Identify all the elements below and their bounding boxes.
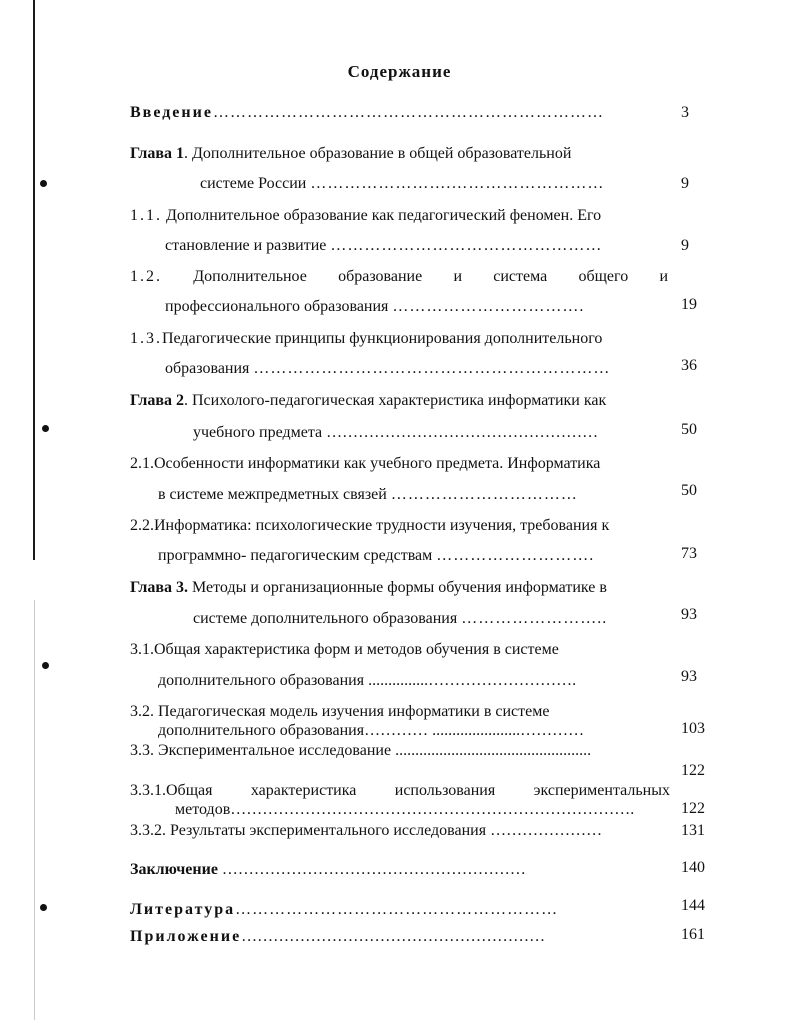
entry-number: 3.2. [130, 703, 154, 720]
leader-dots: ………………………. [436, 547, 595, 564]
toc-entry-1-1-cont [165, 237, 602, 255]
page-number: 103 [681, 720, 705, 737]
toc-entry-appendix [130, 928, 545, 946]
entry-text: Педагогическая модель изучения информатики в системе [154, 703, 550, 720]
toc-entry-1-2-cont [165, 298, 584, 316]
entry-text: . Дополнительное образование в общей образовательной [184, 145, 572, 162]
leader-dots: ………… ......................………… [364, 722, 585, 739]
entry-text: системе России [200, 175, 307, 192]
entry-text: Общая характеристика форм и методов обучения в системе [154, 641, 559, 658]
entry-number: 2.1. [130, 455, 154, 472]
page-number: 9 [681, 237, 689, 254]
entry-number: 1.2. [130, 268, 162, 285]
leader-dots: ………………………………………………… [241, 928, 546, 945]
leader-dots: …………………………………………………………… [212, 104, 604, 121]
page-number: 36 [681, 357, 697, 374]
toc-entry-chapter1-cont [200, 175, 604, 193]
page-number: 93 [681, 606, 697, 623]
entry-text: в системе межпредметных связей [158, 486, 387, 503]
entry-text: системе дополнительного образования [193, 610, 458, 627]
entry-number: 3.1. [130, 641, 154, 658]
toc-entry-2-2 [130, 517, 609, 535]
entry-word: Общая [166, 782, 213, 799]
entry-text: Экспериментальное исследование [154, 742, 392, 759]
entry-label: Глава 1 [130, 145, 184, 162]
toc-entry-3-2 [130, 703, 549, 721]
toc-entry-chapter2-cont [193, 424, 598, 442]
page-number: 122 [681, 800, 705, 817]
toc-entry-2-1-cont [158, 486, 578, 504]
entry-number: 1.3. [130, 330, 162, 347]
leader-dots: …………………….. [461, 610, 608, 627]
entry-word: и [659, 268, 668, 285]
toc-entry-chapter2 [130, 392, 606, 410]
entry-text: Методы и организационные формы обучения информатике в [188, 579, 607, 596]
entry-text: Дополнительное образование как педагогический феномен. Его [166, 207, 602, 224]
toc-entry-chapter3 [130, 579, 607, 597]
leader-dots: ………………………………………………… [235, 901, 559, 918]
page-number: 131 [681, 822, 705, 839]
page-number: 73 [681, 545, 697, 562]
toc-entry-3-3-2 [130, 822, 602, 840]
entry-text: Результаты экспериментального исследования [166, 822, 487, 839]
entry-number: 3.3. [130, 742, 154, 759]
leader-dots: ................................................. [395, 742, 592, 759]
entry-number: 1.1. [130, 207, 162, 224]
entry-label: Введение [130, 104, 213, 121]
page-title: Содержание [347, 62, 452, 81]
leader-dots: …………………………… [390, 486, 578, 503]
page-number: 122 [681, 762, 705, 779]
entry-text: . Психолого-педагогическая характеристика информатики как [184, 392, 607, 409]
entry-word: система [493, 268, 548, 285]
leader-dots: ……………………………. [392, 298, 585, 315]
page-number: 3 [681, 104, 689, 121]
toc-entry-1-3 [130, 330, 602, 348]
toc-entry-3-1-cont [158, 672, 576, 690]
page-number: 50 [681, 482, 697, 499]
leader-dots: ………………… [490, 822, 603, 839]
left-margin-line-faint [34, 600, 35, 1020]
entry-word: Дополнительное [193, 268, 307, 285]
toc-entry-chapter1 [130, 145, 571, 163]
toc-entry-intro [130, 104, 604, 122]
entry-word: общего [578, 268, 629, 285]
entry-text: Особенности информатики как учебного предмета. Информатика [154, 455, 601, 472]
entry-label: Приложение [130, 928, 242, 945]
margin-mark [42, 662, 49, 669]
page-number: 140 [681, 859, 705, 876]
entry-text: программно- педагогическим средствам [158, 547, 433, 564]
entry-text: Педагогические принципы функционирования дополнительного [162, 330, 603, 347]
toc-entry-2-2-cont [158, 547, 594, 565]
entry-number: 2.2. [130, 517, 154, 534]
entry-word: использования [394, 782, 496, 799]
entry-label: Глава 3. [130, 579, 188, 596]
toc-entry-3-3-1 [130, 782, 670, 800]
entry-number: 3.3.2. [130, 822, 166, 839]
entry-number: 3.3.1. [130, 782, 166, 799]
toc-entry-1-1 [130, 207, 601, 225]
entry-text: дополнительного образования [158, 722, 365, 739]
page-number: 9 [681, 175, 689, 192]
toc-entry-1-3-cont [165, 360, 610, 378]
entry-word: образование [338, 268, 423, 285]
toc-entry-3-2-cont [158, 722, 584, 740]
leader-dots: …………………………………………………………………. [230, 801, 635, 818]
entry-label: Глава 2 [130, 392, 184, 409]
page-number: 144 [681, 897, 705, 914]
entry-label: Заключение [130, 861, 218, 878]
margin-mark [42, 425, 49, 432]
entry-text: дополнительного образования [158, 672, 365, 689]
toc-entry-conclusion [130, 861, 526, 879]
entry-word: характеристика [250, 782, 357, 799]
toc-entry-chapter3-cont [193, 610, 607, 628]
toc-entry-3-1 [130, 641, 559, 659]
margin-mark [40, 904, 47, 911]
toc-entry-3-3-1-cont [175, 801, 634, 819]
margin-mark [40, 180, 47, 187]
page-number: 93 [681, 668, 697, 685]
left-margin-line [33, 0, 35, 560]
leader-dots: ……………………………………………………… [253, 360, 611, 377]
entry-label: Литература [130, 901, 236, 918]
toc-entry-1-2 [130, 268, 668, 286]
entry-word: экспериментальных [533, 782, 670, 799]
toc-entry-2-1 [130, 455, 600, 473]
leader-dots: ………………………………………………… [221, 861, 526, 878]
leader-dots: …………………………………………… [326, 424, 599, 441]
entry-text: образования [165, 360, 250, 377]
entry-text: учебного предмета [193, 424, 323, 441]
entry-word: и [453, 268, 463, 285]
leader-dots: ………………………………………… [330, 237, 603, 254]
toc-entry-3-3 [130, 742, 591, 760]
entry-text: профессионального образования [165, 298, 389, 315]
toc-entry-literature [130, 901, 558, 919]
page-number: 19 [681, 296, 697, 313]
leader-dots: …………………….……………………… [310, 175, 605, 192]
entry-text: методов [175, 801, 231, 818]
leader-dots: ...............………………………. [368, 672, 577, 689]
page-number: 161 [681, 926, 705, 943]
page-number: 50 [681, 421, 697, 438]
entry-text: становление и развитие [165, 237, 327, 254]
entry-text: Информатика: психологические трудности изучения, требования к [154, 517, 610, 534]
